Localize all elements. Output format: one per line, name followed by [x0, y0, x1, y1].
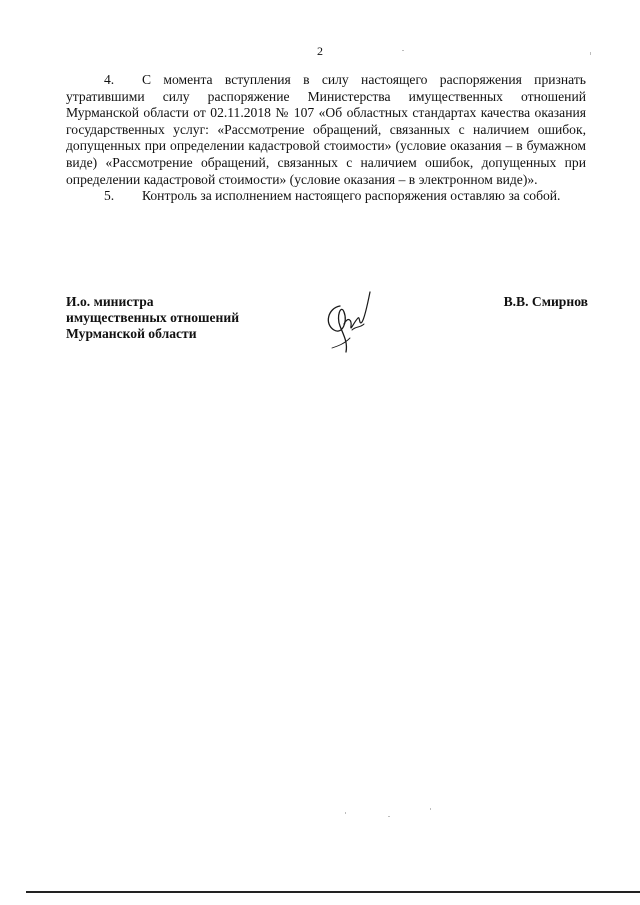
signer-title-line: Мурманской области — [66, 326, 197, 341]
scan-artifact — [430, 808, 431, 810]
page-bottom-edge — [26, 891, 640, 893]
paragraph-number: 4. — [104, 72, 115, 87]
handwritten-signature — [318, 286, 378, 358]
signer-title-line: И.о. министра — [66, 294, 154, 309]
page-number: 2 — [317, 44, 323, 58]
signer-title — [66, 294, 239, 342]
paragraph-number: 5. — [104, 188, 115, 204]
paragraph-text: Контроль за исполнением настоящего распоряжения оставляю за собой. — [142, 188, 561, 204]
paragraph-text: С момента вступления в силу настоящего распоряжения признать утратившими силу распоряжение Министерства имущественных отношений Мурманской области от 02.11.2018 № 107 «Об областных стандартах качества оказания государственных услуг: «Рассмотрение обращений, связанных с наличием ошибок, допущенных при определении кадастровой стоимости» (условие оказания – в бумажном виде) «Рассмотрение обращений, связанных с наличием ошибок, допущенных при определении кадастровой стоимости» (условие оказания – в электронном виде)». — [66, 72, 586, 187]
scan-artifact — [388, 816, 390, 817]
signer-title-line: имущественных отношений — [66, 310, 240, 325]
paragraph-4 — [66, 72, 586, 188]
signature-block — [66, 294, 588, 364]
document-body — [66, 72, 586, 205]
scan-artifact — [402, 50, 404, 51]
scan-artifact — [590, 52, 591, 55]
signer-name: В.В. Смирнов — [503, 294, 588, 309]
paragraph-5 — [66, 188, 586, 205]
scan-artifact — [345, 812, 346, 814]
